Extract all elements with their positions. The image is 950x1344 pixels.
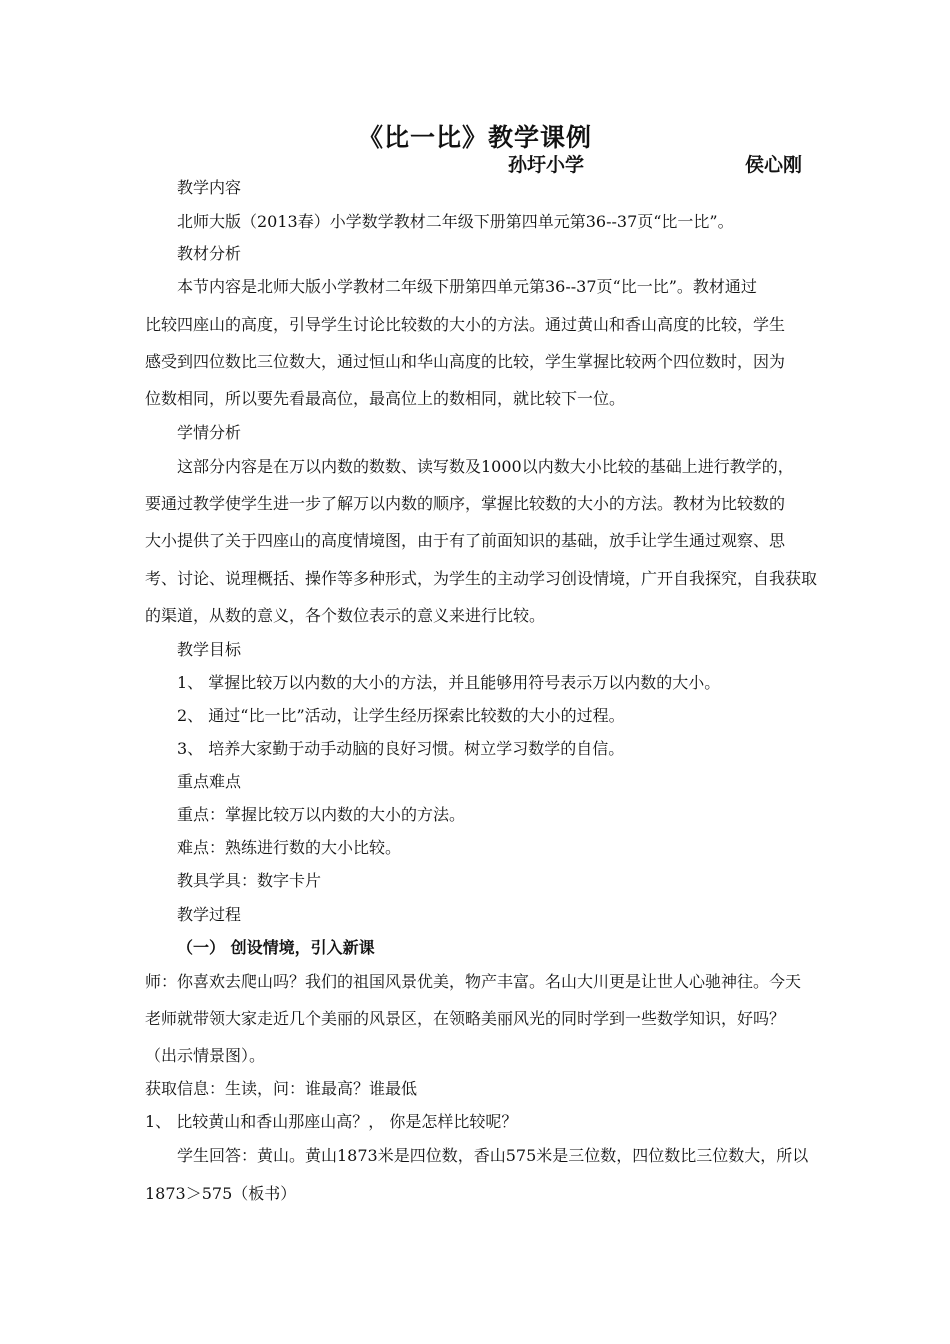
paragraph-line: 师：你喜欢去爬山吗？我们的祖国风景优美，物产丰富。名山大川更是让世人心驰神往。今天 (145, 972, 802, 991)
section-heading: （一） 创设情境，引入新课 (177, 938, 375, 957)
paragraph-line: 要通过教学使学生进一步了解万以内数的顺序，掌握比较数的大小的方法。教材为比较数的 (145, 494, 786, 513)
document-title: 《比一比》教学课例 (357, 123, 592, 152)
teaching-aids: 教具学具：数字卡片 (177, 871, 322, 890)
paragraph-line: 位数相同，所以要先看最高位，最高位上的数相同，就比较下一位。 (145, 389, 626, 408)
paragraph-line: 考、讨论、说理概括、操作等多种形式，为学生的主动学习创设情境，广开自我探究，自我获取 (145, 569, 818, 588)
heading-goals: 教学目标 (177, 640, 242, 659)
paragraph-line: 比较四座山的高度，引导学生讨论比较数的大小的方法。通过黄山和香山高度的比较，学生 (145, 315, 786, 334)
goal-item: 2、 通过“比一比”活动，让学生经历探索比较数的大小的过程。 (177, 706, 625, 725)
difficulty-point: 难点：熟练进行数的大小比较。 (177, 838, 402, 857)
heading-student-analysis: 学情分析 (177, 423, 242, 442)
paragraph-line: 大小提供了关于四座山的高度情境图，由于有了前面知识的基础，放手让学生通过观察、思 (145, 531, 786, 550)
paragraph-line: 感受到四位数比三位数大，通过恒山和华山高度的比较，学生掌握比较两个四位数时，因为 (145, 352, 786, 371)
paragraph-line: 的渠道，从数的意义，各个数位表示的意义来进行比较。 (145, 606, 546, 625)
heading-key-points: 重点难点 (177, 772, 242, 791)
heading-analysis: 教材分析 (177, 244, 242, 263)
paragraph-line: （出示情景图）。 (145, 1046, 266, 1065)
paragraph-line: 这部分内容是在万以内数的数数、读写数及1000以内数大小比较的基础上进行教学的， (177, 457, 794, 476)
paragraph-line: 本节内容是北师大版小学教材二年级下册第四单元第36--37页“比一比”。教材通过 (177, 277, 757, 296)
paragraph-line: 老师就带领大家走近几个美丽的风景区，在领略美丽风光的同时学到一些数学知识，好吗？ (145, 1009, 786, 1028)
heading-process: 教学过程 (177, 905, 242, 924)
key-point: 重点：掌握比较万以内数的大小的方法。 (177, 805, 466, 824)
paragraph-line: 学生回答：黄山。黄山1873米是四位数，香山575米是三位数，四位数比三位数大，所以 (177, 1146, 809, 1165)
paragraph-line: 1、 比较黄山和香山那座山高？， 你是怎样比较呢？ (145, 1112, 518, 1131)
paragraph-line: 1873＞575（板书） (145, 1184, 297, 1203)
heading-content: 教学内容 (177, 178, 242, 197)
paragraph-line: 获取信息：生读，问：谁最高？谁最低 (145, 1079, 418, 1098)
goal-item: 1、 掌握比较万以内数的大小的方法，并且能够用符号表示万以内数的大小。 (177, 673, 721, 692)
author-name: 侯心刚 (745, 154, 803, 176)
paragraph-line: 北师大版（2013春）小学数学教材二年级下册第四单元第36--37页“比一比”。 (177, 212, 734, 231)
goal-item: 3、 培养大家勤于动手动脑的良好习惯。树立学习数学的自信。 (177, 739, 625, 758)
school-name: 孙圩小学 (508, 154, 585, 176)
